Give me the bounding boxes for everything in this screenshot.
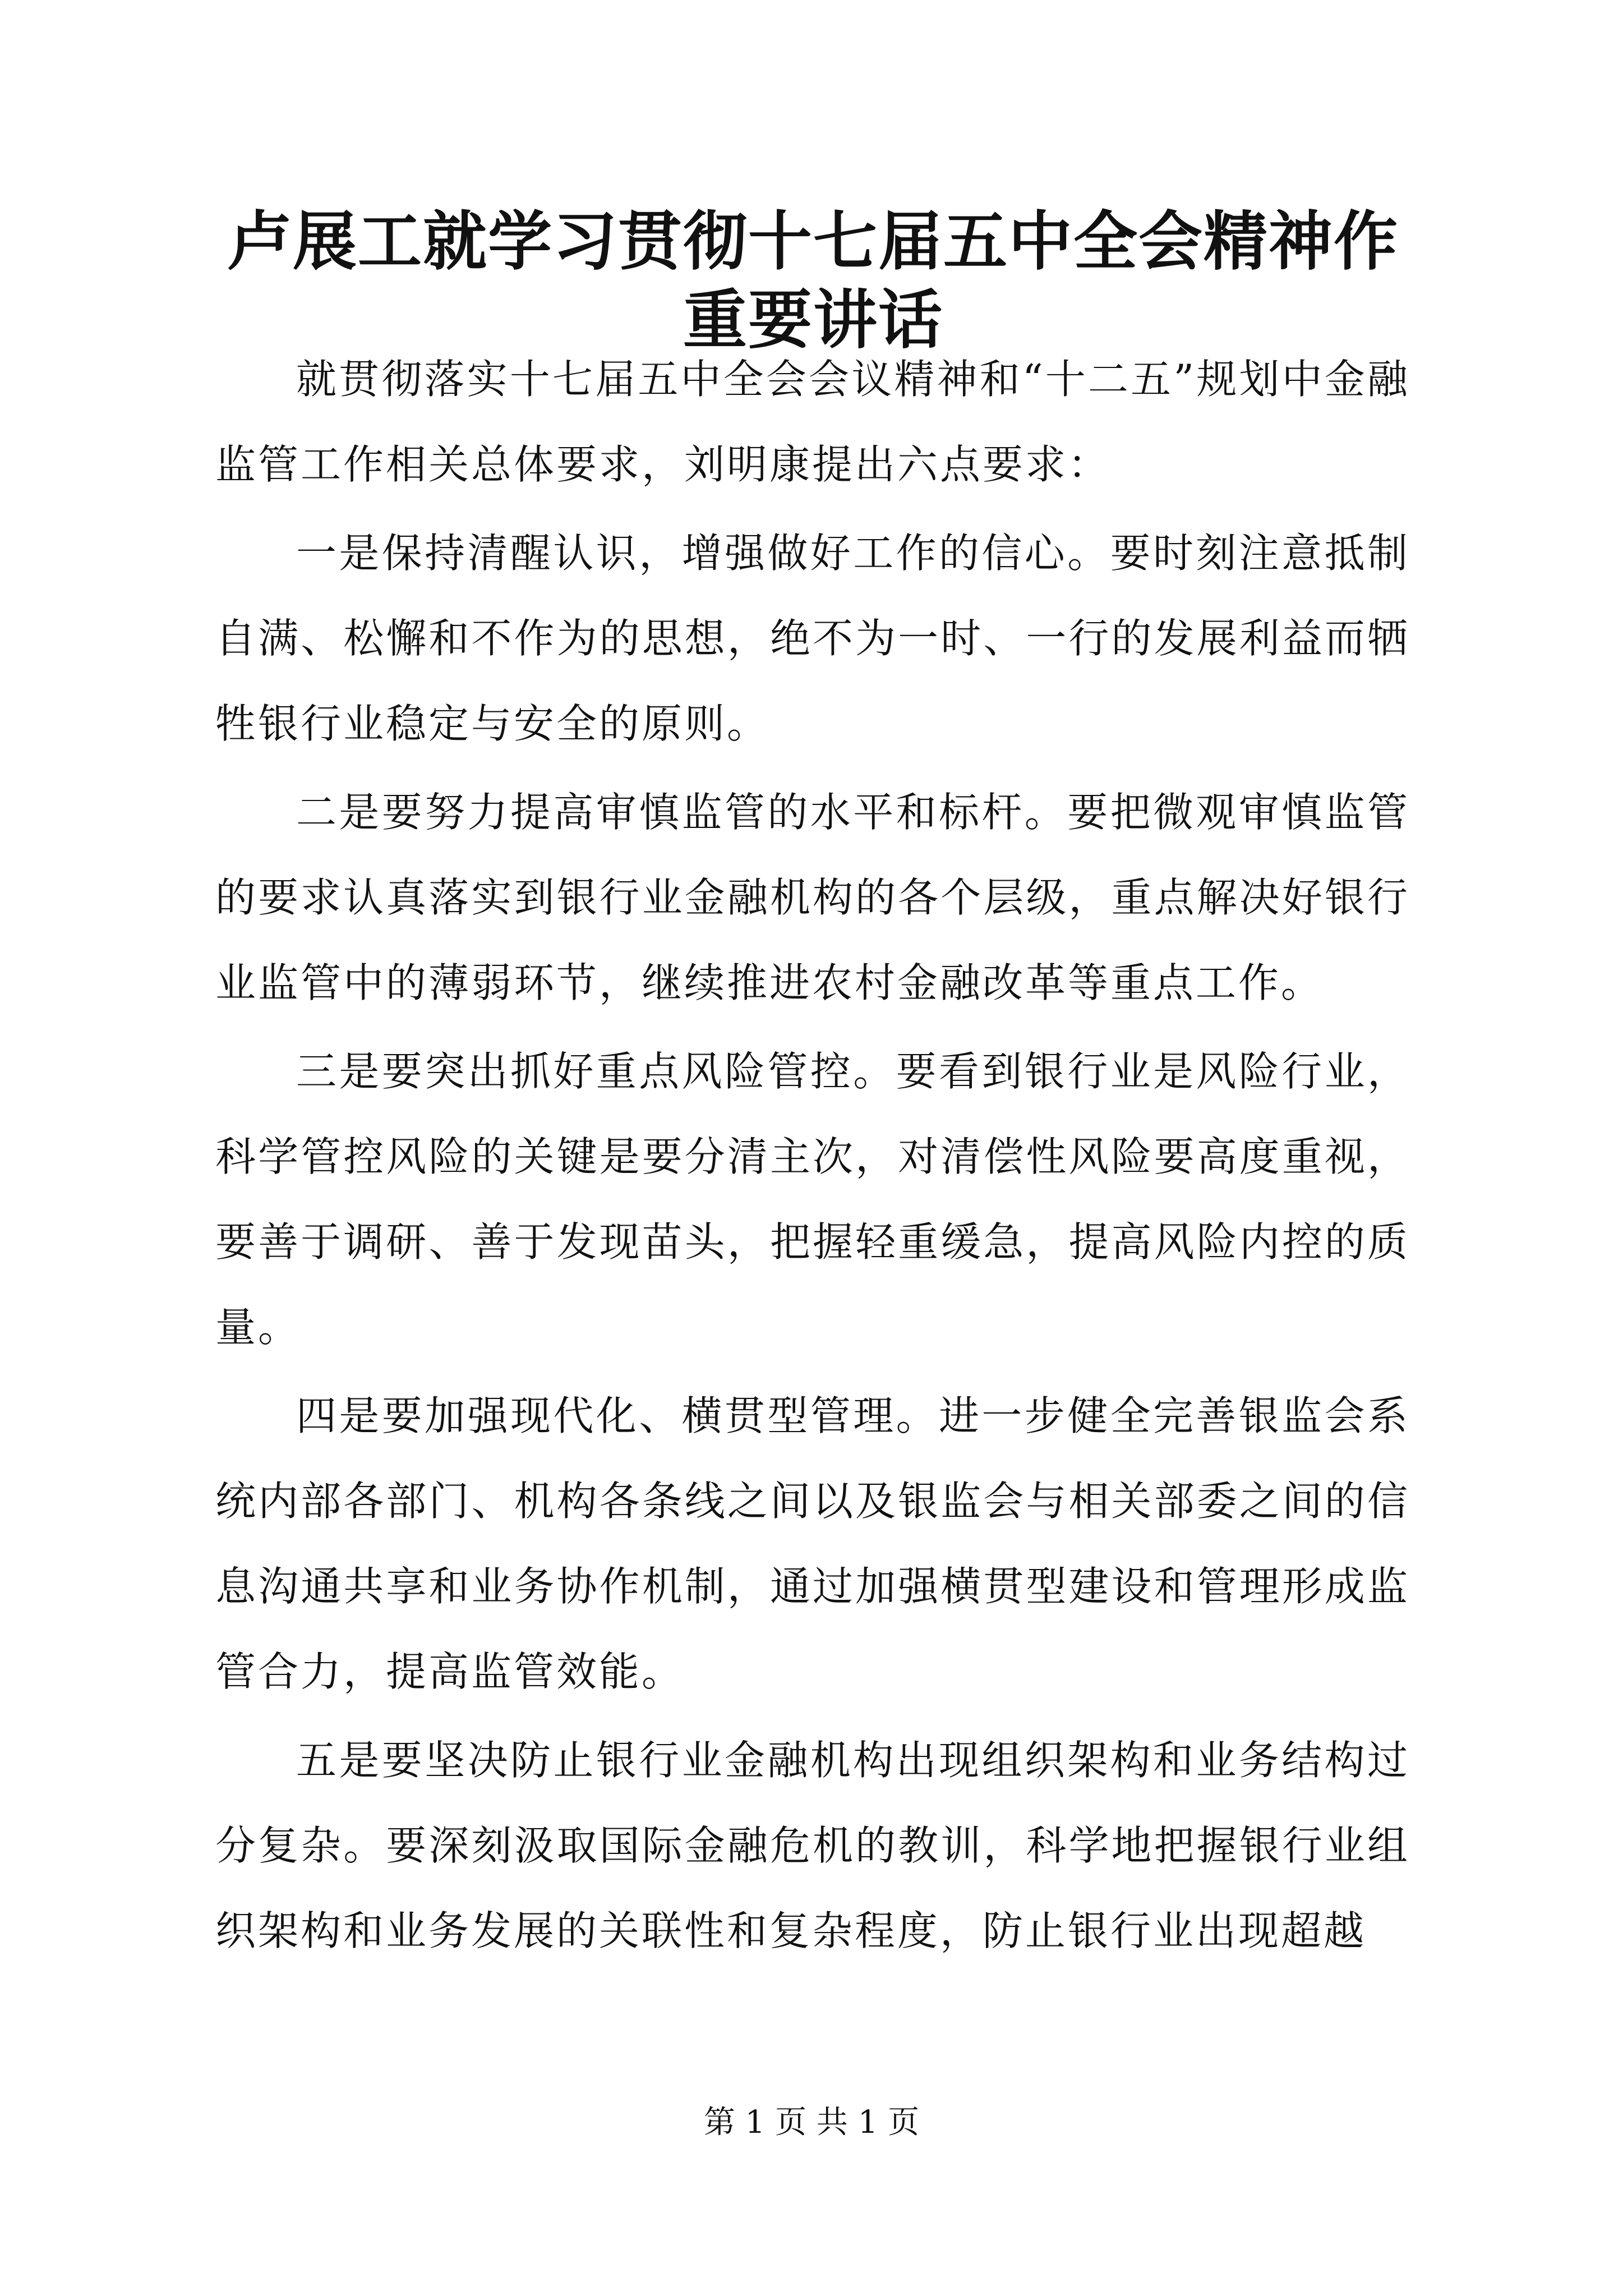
document-title: 卢展工就学习贯彻十七届五中全会精神作重要讲话 bbox=[227, 204, 1399, 357]
paragraph-point-5: 五是要坚决防止银行业金融机构出现组织架构和业务结构过分复杂。要深刻汲取国际金融危机的教训，科学地把握银行业组织架构和业务发展的关联性和复杂程度，防止银行业出现超越 bbox=[215, 1737, 1410, 1954]
paragraph-point-3: 三是要突出抓好重点风险管控。要看到银行业是风险行业，科学管控风险的关键是要分清主次，对清偿性风险要高度重视，要善于调研、善于发现苗头，把握轻重缓急，提高风险内控的质量。 bbox=[215, 1048, 1410, 1351]
paragraph-point-4: 四是要加强现代化、横贯型管理。进一步健全完善银监会系统内部各部门、机构各条线之间以及银监会与相关部委之间的信息沟通共享和业务协作机制，通过加强横贯型建设和管理形成监管合力，提高监管效能。 bbox=[215, 1392, 1410, 1695]
page-footer: 第 1 页 共 1 页 bbox=[703, 2104, 920, 2141]
paragraph-point-1: 一是保持清醒认识，增强做好工作的信心。要时刻注意抵制自满、松懈和不作为的思想，绝不为一时、一行的发展利益而牺牲银行业稳定与安全的原则。 bbox=[215, 530, 1410, 747]
paragraph-intro: 就贯彻落实十七届五中全会会议精神和“十二五”规划中金融监管工作相关总体要求，刘明康提出六点要求： bbox=[215, 356, 1410, 488]
paragraph-point-2: 二是要努力提高审慎监管的水平和标杆。要把微观审慎监管的要求认真落实到银行业金融机构的各个层级，重点解决好银行业监管中的薄弱环节，继续推进农村金融改革等重点工作。 bbox=[215, 789, 1410, 1006]
document-body bbox=[215, 337, 1410, 1977]
